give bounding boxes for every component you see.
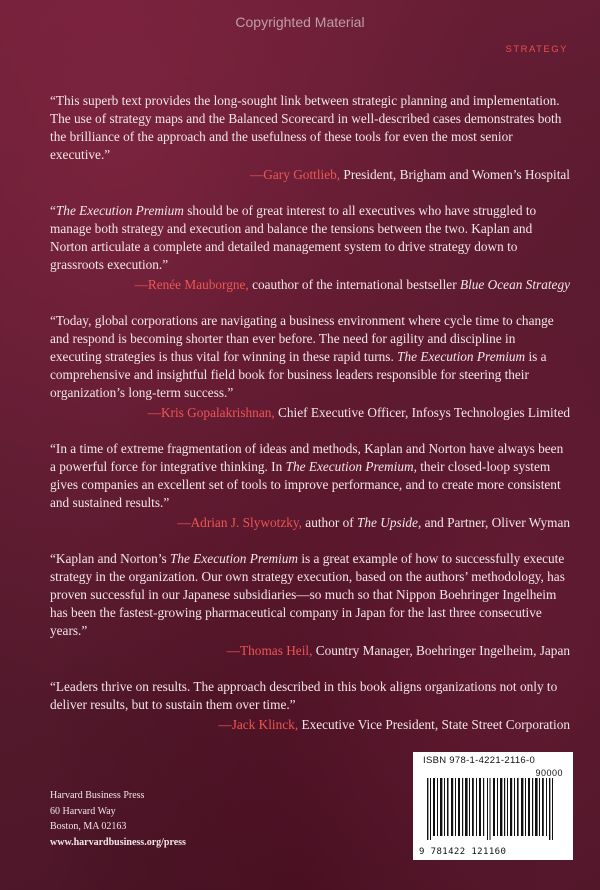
- endorsement-quote: [50, 440, 570, 532]
- barcode-digits: 9 781422 121160: [419, 847, 507, 857]
- endorser-role: Executive Vice President, State Street Corporation: [298, 717, 570, 732]
- endorser-role: coauthor of the international bestseller: [248, 277, 460, 292]
- price-code: 90000: [535, 768, 563, 778]
- copyright-watermark: Copyrighted Material: [235, 14, 365, 30]
- endorsement-quote: [50, 678, 570, 734]
- endorser-role: Chief Executive Officer, Infosys Technologies Limited: [274, 405, 570, 420]
- endorser-role: author of: [301, 515, 358, 530]
- quote-attribution: [50, 642, 570, 660]
- endorser-role: Country Manager, Boehringer Ingelheim, Japan: [312, 643, 570, 658]
- endorser-name: —Gary Gottlieb,: [250, 167, 341, 182]
- quote-text: “Leaders thrive on results. The approach described in this book aligns organizations not only to deliver results, but to sustain them over time.”: [50, 679, 558, 712]
- endorsement-quote: [50, 312, 570, 422]
- barcode-bars-icon: [423, 770, 563, 842]
- endorsement-quote: [50, 550, 570, 660]
- publisher-name: Harvard Business Press: [50, 790, 145, 801]
- endorser-role: President, Brigham and Women’s Hospital: [340, 167, 570, 182]
- isbn-number: ISBN 978-1-4221-2116-0: [423, 755, 536, 766]
- quote-attribution: [50, 404, 570, 422]
- publisher-street: 60 Harvard Way: [50, 805, 116, 817]
- quote-text: “Today, global corporations are navigating a business environment where cycle time to change and respond is becoming shorter than ever before. The need for agility and discipline in executing strategies is thus vital for winning in these rapid turns. The Execution Premium is a comprehensive and insightful field book for business leaders responsible for steering their organization’s long-term success.”: [50, 313, 554, 400]
- quote-text: “In a time of extreme fragmentation of ideas and methods, Kaplan and Norton have always been a powerful force for integrative thinking. In The Execution Premium, their closed-loop system gives companies an excellent set of tools to improve performance, and to create more consistent and sustained results.”: [50, 441, 564, 510]
- isbn-barcode: [413, 752, 573, 860]
- publisher-block: [50, 788, 186, 850]
- endorser-name: —Jack Klinck,: [218, 717, 299, 732]
- publisher-city: Boston, MA 02163: [50, 821, 127, 832]
- quote-attribution: —Renée Mauborgne, coauthor of the international bestseller Blue Ocean Strategy: [134, 277, 570, 292]
- endorser-name: —Adrian J. Slywotzky,: [177, 515, 302, 530]
- publisher-url[interactable]: www.harvardbusiness.org/press: [50, 836, 186, 848]
- endorser-name: —Kris Gopalakrishnan,: [147, 405, 275, 420]
- endorsement-list: [50, 92, 570, 752]
- quote-attribution: [50, 716, 570, 734]
- quote-attribution: —Adrian J. Slywotzky, author of The Upside, and Partner, Oliver Wyman: [177, 515, 570, 530]
- endorser-name: —Renée Mauborgne,: [134, 277, 249, 292]
- endorser-name: —Thomas Heil,: [226, 643, 313, 658]
- category-label: STRATEGY: [505, 44, 568, 55]
- quote-text: “This superb text provides the long-sought link between strategic planning and implementation. The use of strategy maps and the Balanced Scorecard in well-described cases demonstrates both the brilliance of the approach and the usefulness of these tools for even the most senior executive.”: [50, 93, 562, 162]
- quote-text: “The Execution Premium should be of great interest to all executives who have struggled to manage both strategy and execution and balance the tensions between the two. Kaplan and Norton articulate a complete and detailed management system to drive strategy down to grassroots execution.”: [50, 203, 537, 272]
- endorsement-quote: [50, 92, 570, 184]
- quote-attribution: [50, 166, 570, 184]
- quote-text: “Kaplan and Norton’s The Execution Premium is a great example of how to successfully execute strategy in the organization. Our own strategy execution, based on the authors’ methodology, has proven successful in our Japanese subsidiaries—so much so that Nippon Boehringer Ingelheim has been the fastest-growing pharmaceutical company in Japan for the last three consecutive years.”: [50, 551, 565, 638]
- endorsement-quote: [50, 202, 570, 294]
